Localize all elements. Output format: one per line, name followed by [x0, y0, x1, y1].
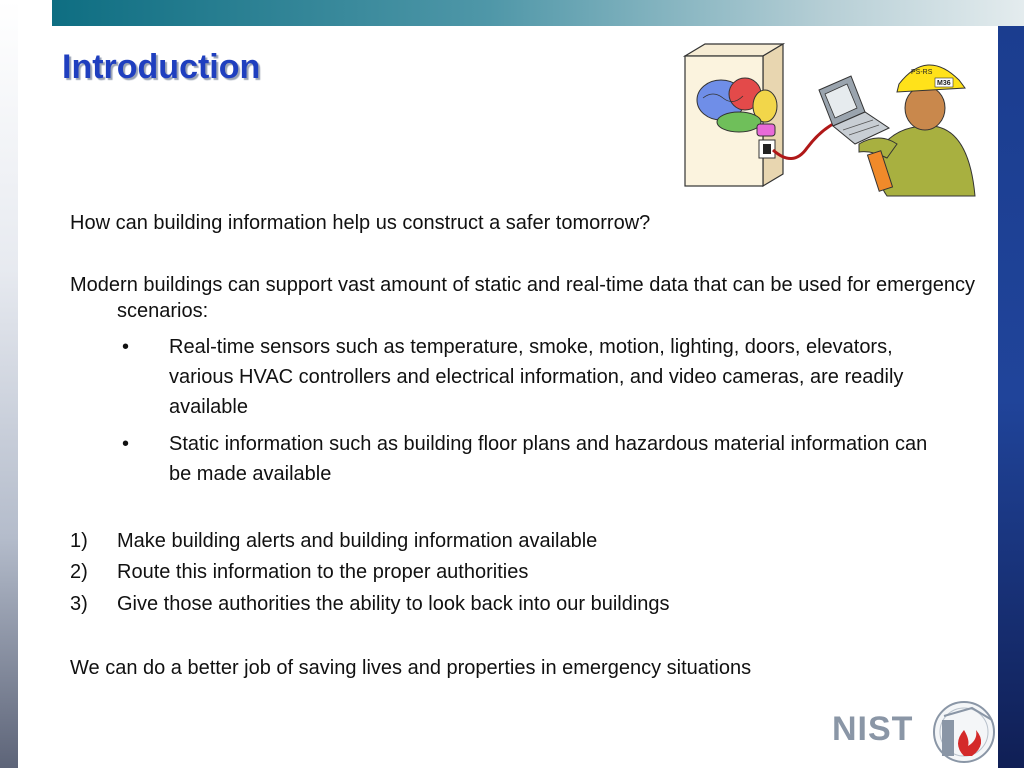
- bullet-marker: •: [122, 336, 130, 358]
- number-marker: 2): [70, 561, 88, 583]
- bullet-text: Static information such as building floor plans and hazardous material information can be made available: [169, 433, 928, 485]
- right-blue-strip: [998, 26, 1024, 768]
- slide-title: Introduction: [62, 48, 261, 86]
- numbered-text: Give those authorities the ability to look back into our buildings: [117, 593, 670, 615]
- building-brain-technician-illustration: [683, 40, 979, 200]
- left-gradient-strip: [0, 0, 18, 768]
- numbered-item: [70, 526, 970, 556]
- bullet-marker: •: [122, 433, 130, 455]
- numbered-item: [70, 589, 970, 619]
- conclusion-text: We can do a better job of saving lives and properties in emergency situations: [70, 657, 752, 679]
- nist-logo-text: NIST: [832, 710, 914, 748]
- laptop-icon: [819, 76, 889, 144]
- bullet-item: [122, 429, 942, 489]
- number-marker: 1): [70, 530, 88, 552]
- helmet-badge: M36: [937, 80, 951, 87]
- wall-socket-icon: [759, 140, 775, 158]
- bullet-item: [122, 332, 942, 422]
- nist-seal-icon: [934, 702, 994, 762]
- intro-text: Modern buildings can support vast amount of static and real-time data that can be used for emergency scenarios:: [70, 274, 975, 322]
- number-marker: 3): [70, 593, 88, 615]
- numbered-text: Make building alerts and building information available: [117, 530, 598, 552]
- numbered-item: [70, 557, 970, 587]
- helmet-text: PS-RS: [911, 69, 933, 76]
- numbered-text: Route this information to the proper authorities: [117, 561, 529, 583]
- bullet-text: Real-time sensors such as temperature, smoke, motion, lighting, doors, elevators, various HVAC controllers and electrical information, and video cameras, are readily available: [169, 336, 904, 418]
- nist-logo: [832, 700, 998, 764]
- question-text: How can building information help us construct a safer tomorrow?: [70, 212, 651, 234]
- top-accent-bar: [52, 0, 1024, 26]
